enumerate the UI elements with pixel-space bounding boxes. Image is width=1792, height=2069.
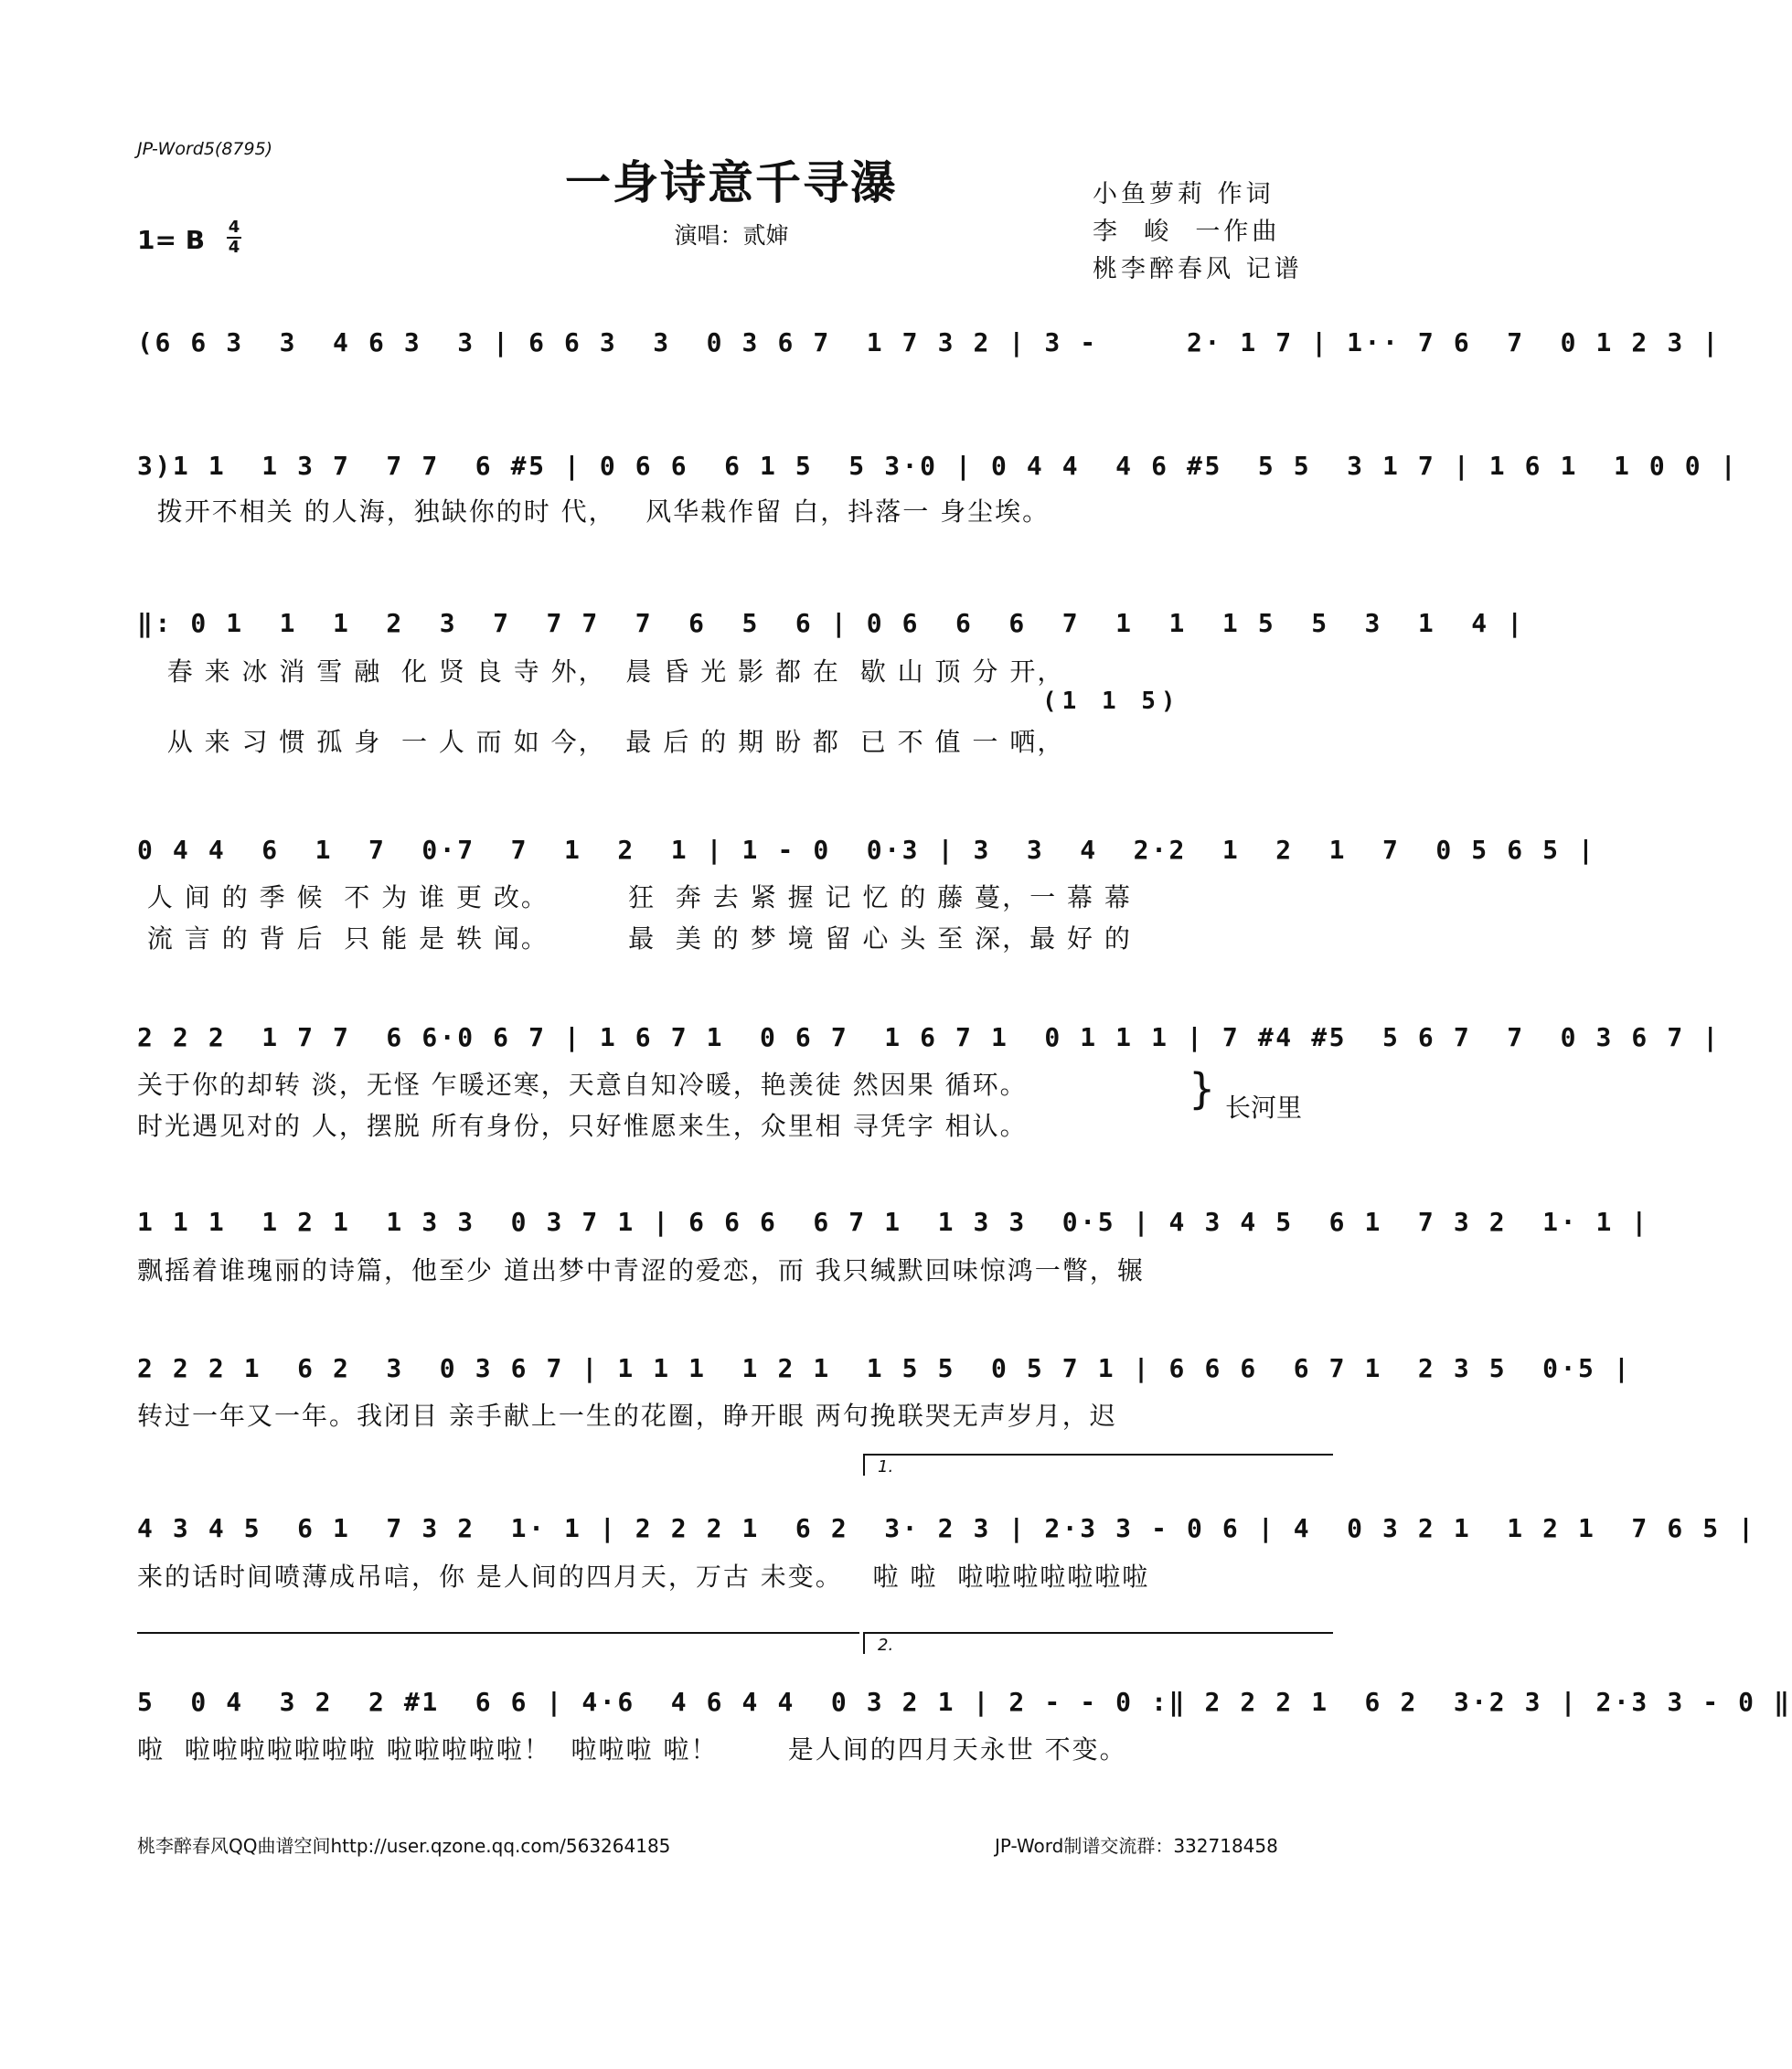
- volta-continuation-line: [137, 1632, 859, 1634]
- software-label: JP-Word5(8795): [137, 139, 273, 159]
- time-signature-top: 4: [228, 218, 240, 237]
- lyric-row-5-verse-1: 关于你的却转 淡，无怪 乍暖还寒，天意自知冷暖，艳羡徒 然因果 循环。: [137, 1070, 1028, 1100]
- song-title: 一身诗意千寻瀑: [565, 155, 898, 209]
- notation-row-2: 3)1 1 1 3 7 7 7 6 #5 | 0 6 6 6 1 5 5 3·0 | 0 4 4 4 6 #5 5 5 3 1 7 | 1 6 1 1 0 0 |: [137, 451, 1739, 481]
- footer-qq-group: JP-Word制谱交流群：332718458: [995, 1835, 1278, 1857]
- notation-row-3: ‖: 0 1 1 1 2 3 7 7 7 7 6 5 6 | 0 6 6 6 7 1 1 1 5 5 3 1 4 |: [137, 608, 1525, 638]
- volta-bracket-2: [863, 1632, 1333, 1654]
- lyric-row-2: 拨开不相关 的人海，独缺你的时 代， 风华栽作留 白，抖落一 身尘埃。: [137, 496, 1051, 527]
- volta-label-1: 1.: [878, 1457, 894, 1477]
- lyric-row-8: 来的话时间喷薄成吊唁，你 是人间的四月天，万古 未变。 啦 啦 啦啦啦啦啦啦啦: [137, 1562, 1150, 1592]
- notation-row-6: 1 1 1 1 2 1 1 3 3 0 3 7 1 | 6 6 6 6 7 1 1 3 3 0·5 | 4 3 4 5 6 1 7 3 2 1· 1 |: [137, 1207, 1649, 1237]
- notation-row-5: 2 2 2 1 7 7 6 6·0 6 7 | 1 6 7 1 0 6 7 1 6 7 1 0 1 1 1 | 7 #4 #5 5 6 7 7 0 3 6 7 |: [137, 1022, 1721, 1052]
- lyric-row-4-verse-2: 流 言 的 背 后 只 能 是 轶 闻。 最 美 的 梦 境 留 心 头 至 深，最 好 的: [137, 923, 1132, 954]
- lyric-row-3-verse-2: 从 来 习 惯 孤 身 一 人 而 如 今， 最 后 的 期 盼 都 已 不 值 一 哂，: [137, 727, 1065, 757]
- lyric-row-4-verse-1: 人 间 的 季 候 不 为 谁 更 改。 狂 奔 去 紧 握 记 忆 的 藤 蔓，一 幕 幕: [137, 882, 1132, 912]
- key-signature: 1= B: [137, 225, 206, 255]
- alternate-notes: (1 1 5): [1042, 688, 1181, 715]
- composer-credit: 李 峻 一作曲: [1093, 218, 1281, 246]
- volta-bracket-1: [863, 1454, 1333, 1476]
- lyric-row-7: 转过一年又一年。我闭目 亲手献上一生的花圈，睁开眼 两句挽联哭无声岁月，迟: [137, 1401, 1117, 1431]
- notation-row-8: 4 3 4 5 6 1 7 3 2 1· 1 | 2 2 2 1 6 2 3· 2 3 | 2·3 3 - 0 6 | 4 0 3 2 1 1 2 1 7 6 5 |: [137, 1513, 1756, 1543]
- credits-block: [1093, 176, 1303, 288]
- singer-credit: 演唱：贰婶: [674, 222, 789, 249]
- footer-qzone-link[interactable]: 桃李醉春风QQ曲谱空间http://user.qzone.qq.com/563264185: [137, 1835, 671, 1857]
- notation-row-9: 5 0 4 3 2 2 #1 6 6 | 4·6 4 6 4 4 0 3 2 1 | 2 - - 0 :‖ 2 2 2 1 6 2 3·2 3 | 2·3 3 - 0 ‖: [137, 1687, 1792, 1717]
- lyric-row-3-verse-1: 春 来 冰 消 雪 融 化 贤 良 寺 外， 晨 昏 光 影 都 在 歇 山 顶 分 开，: [137, 656, 1065, 687]
- lyric-row-9: 啦 啦啦啦啦啦啦啦 啦啦啦啦啦！ 啦啦啦 啦！ 是人间的四月天永世 不变。: [137, 1734, 1127, 1765]
- time-signature-bottom: 4: [228, 238, 240, 257]
- notation-row-4: 0 4 4 6 1 7 0·7 7 1 2 1 | 1 - 0 0·3 | 3 3 4 2·2 1 2 1 7 0 5 6 5 |: [137, 835, 1596, 865]
- volta-label-2: 2.: [878, 1636, 894, 1655]
- notation-row-1: (6 6 3 3 4 6 3 3 | 6 6 3 3 0 3 6 7 1 7 3 2 | 3 - 2· 1 7 | 1·· 7 6 7 0 1 2 3 |: [137, 327, 1721, 357]
- transcriber-credit: 桃李醉春风 记谱: [1093, 255, 1303, 283]
- side-note: 长河里: [1225, 1093, 1303, 1123]
- verse-brace: }: [1189, 1064, 1216, 1114]
- lyric-row-6: 飘摇着谁瑰丽的诗篇，他至少 道出梦中青涩的爱恋，而 我只缄默回味惊鸿一瞥，辗: [137, 1255, 1145, 1285]
- lyric-row-5-verse-2: 时光遇见对的 人，摆脱 所有身份，只好惟愿来生，众里相 寻凭字 相认。: [137, 1111, 1028, 1141]
- notation-row-7: 2 2 2 1 6 2 3 0 3 6 7 | 1 1 1 1 2 1 1 5 5 0 5 7 1 | 6 6 6 6 7 1 2 3 5 0·5 |: [137, 1353, 1632, 1383]
- lyricist-credit: 小鱼萝莉 作词: [1093, 180, 1275, 208]
